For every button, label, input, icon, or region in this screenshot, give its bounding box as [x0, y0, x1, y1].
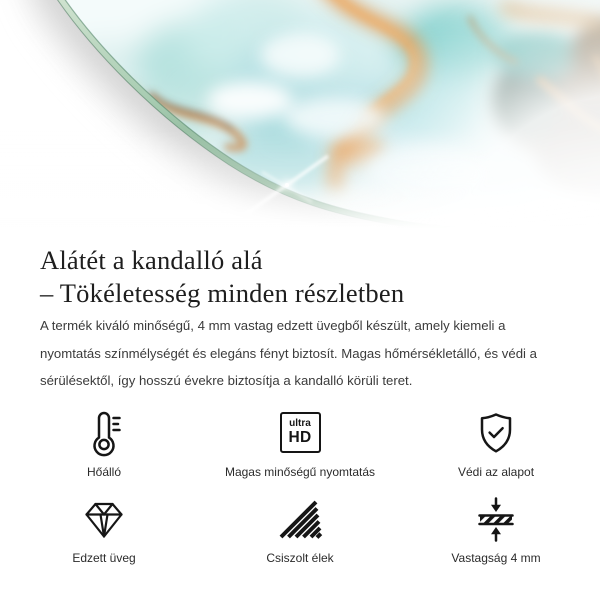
feature-label: Magas minőségű nyomtatás — [224, 464, 376, 479]
diamond-icon — [80, 495, 128, 543]
ultra-hd-icon-text-bottom: HD — [288, 429, 312, 447]
thickness-icon — [472, 495, 520, 543]
feature-tempered-glass — [24, 495, 184, 565]
feature-grid — [0, 409, 600, 565]
feature-label: Hőálló — [86, 464, 122, 479]
feature-heat-resistant — [24, 409, 184, 479]
feature-thickness — [416, 495, 576, 565]
ultra-hd-icon — [280, 409, 321, 457]
thermometer-icon — [80, 409, 128, 457]
product-description: A termék kiváló minőségű, 4 mm vastag edzett üvegből készült, amely kiemeli a nyomtatás színmélységét és elegáns fényt biztosít. Magas hőmérsékletálló, és védi a sérülésektől, így hosszú évekre biztosítja a kandalló körüli teret. — [40, 318, 537, 388]
product-photo — [0, 0, 600, 236]
polished-edges-icon — [276, 495, 324, 543]
feature-label: Csiszolt élek — [266, 550, 334, 565]
feature-label: Vastagság 4 mm — [451, 550, 541, 565]
feature-label: Edzett üveg — [72, 550, 136, 565]
title-line-2: – Tökéletesség minden részletben — [40, 278, 405, 308]
feature-high-quality-print — [184, 409, 416, 479]
title-line-1: Alátét a kandalló alá — [40, 245, 263, 275]
page-title — [0, 236, 600, 310]
shield-check-icon — [472, 409, 520, 457]
feature-label: Védi az alapot — [457, 464, 535, 479]
feature-polished-edges — [184, 495, 416, 565]
feature-protects-base — [416, 409, 576, 479]
glass-disc-image — [0, 0, 600, 236]
ultra-hd-icon-text-top: ultra — [289, 418, 311, 430]
